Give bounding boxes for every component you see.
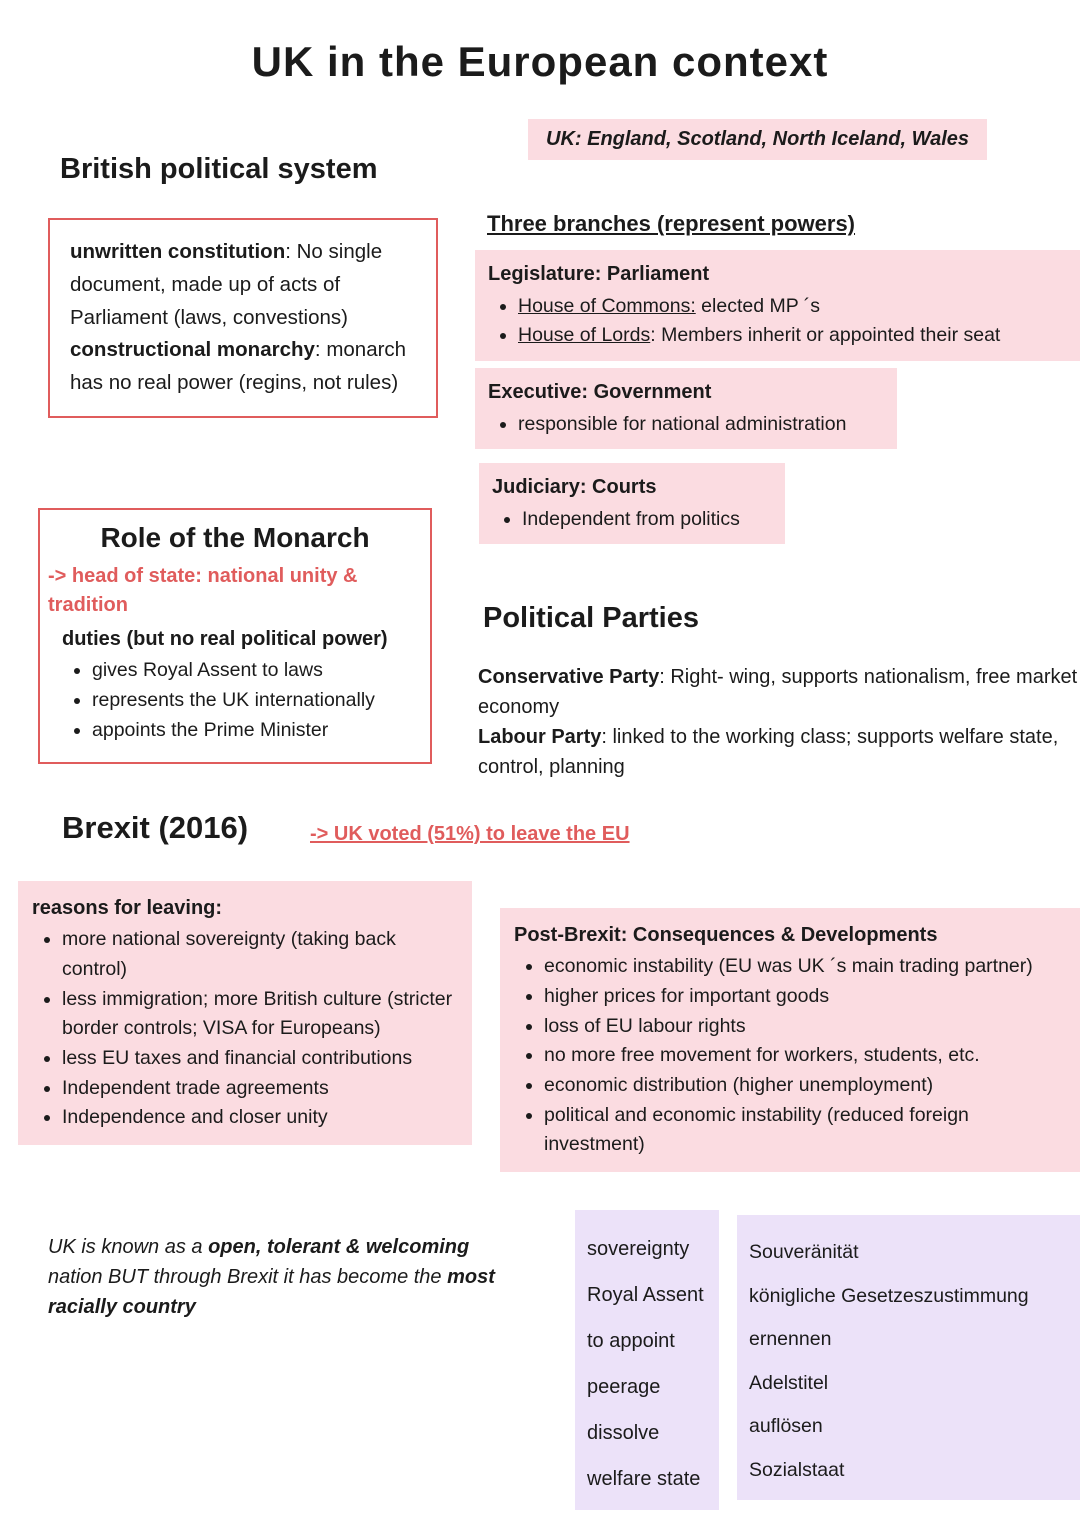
closing-note — [48, 1232, 518, 1322]
monarch-heading: Role of the Monarch — [100, 522, 370, 553]
constitution-point-text: : No single document, made up of acts of Parliament (laws, convestions) — [70, 240, 383, 329]
vocab-term: Royal Assent — [587, 1283, 704, 1306]
uk-countries-banner: UK: England, Scotland, North Iceland, Wales — [528, 119, 987, 160]
vocab-term: sovereignty — [587, 1237, 690, 1260]
parties-description — [478, 662, 1080, 782]
list-item-text: elected MP ´s — [695, 294, 821, 317]
constitution-point-label: unwritten constitution — [70, 240, 286, 263]
list-item-label: House of Commons: — [518, 294, 696, 317]
vocab-term: peerage — [587, 1375, 661, 1398]
vocab-term: dissolve — [587, 1421, 660, 1444]
list-item: • responsible for national administration — [518, 410, 884, 439]
party-description: : Right- wing, supports nationalism, free market economy — [478, 666, 1078, 718]
closing-bold: open, tolerant & welcoming — [208, 1236, 470, 1258]
section-heading-brexit: Brexit (2016) — [62, 810, 249, 845]
list-item: • loss of EU labour rights — [544, 1012, 1066, 1042]
list-item: • no more free movement for workers, students, etc. — [544, 1041, 1066, 1071]
vocab-translation: königliche Gesetzeszustimmung — [749, 1284, 1029, 1307]
post-brexit-box — [500, 908, 1080, 1172]
conservative-party-line — [478, 662, 1080, 722]
closing-bold: most racially country — [48, 1266, 495, 1318]
legislature-title: Legislature: Parliament — [488, 263, 710, 285]
list-item: • less immigration; more British culture (stricter border controls; VISA for Europeans) — [62, 985, 458, 1044]
list-item-label: House of Lords — [518, 324, 651, 347]
judiciary-list — [492, 505, 772, 534]
constitution-point-text: : monarch has no real power (regins, not rules) — [70, 338, 407, 395]
monarch-duties-list — [48, 655, 422, 746]
monarch-duties-heading: duties (but no real political power) — [62, 628, 388, 650]
vocab-translation: ernennen — [749, 1328, 832, 1351]
legislature-list — [488, 292, 1067, 351]
closing-text: nation BUT through Brexit it has become the — [48, 1266, 448, 1288]
monarch-note: -> head of state: national unity & tradition — [48, 565, 358, 616]
list-item: • Independence and closer unity — [62, 1103, 458, 1133]
list-item: • gives Royal Assent to laws — [92, 655, 422, 685]
party-name: Conservative Party — [478, 666, 660, 688]
list-item: • Independent from politics — [522, 505, 772, 534]
vocab-translation: Adelstitel — [749, 1371, 829, 1394]
section-heading-british-political-system: British political system — [60, 153, 378, 185]
vocab-term: welfare state — [587, 1467, 701, 1490]
list-item: • more national sovereignty (taking back control) — [62, 925, 458, 984]
judiciary-box — [479, 463, 785, 544]
closing-text: UK is known as a — [48, 1236, 209, 1258]
vocab-term: to appoint — [587, 1329, 675, 1352]
reasons-list — [32, 925, 458, 1132]
party-name: Labour Party — [478, 726, 602, 748]
vocabulary-english-box — [575, 1210, 719, 1510]
party-description: : linked to the working class; supports welfare state, control, planning — [478, 726, 1059, 778]
list-item: • political and economic instability (reduced foreign investment) — [544, 1101, 1066, 1160]
brexit-reasons-box — [18, 881, 472, 1145]
list-item: • represents the UK internationally — [92, 685, 422, 715]
executive-box — [475, 368, 897, 449]
executive-title: Executive: Government — [488, 381, 712, 403]
list-item-text: : Members inherit or appointed their seat — [650, 324, 1001, 347]
section-heading-political-parties: Political Parties — [483, 602, 699, 634]
executive-list — [488, 410, 884, 439]
vocabulary-german-box — [737, 1215, 1080, 1500]
post-brexit-heading: Post-Brexit: Consequences & Developments — [514, 924, 938, 946]
vocab-translation: Sozialstaat — [749, 1458, 845, 1481]
list-item: • appoints the Prime Minister — [92, 715, 422, 745]
constitution-box — [48, 218, 438, 418]
reasons-heading: reasons for leaving: — [32, 897, 223, 919]
page-title: UK in the European context — [251, 38, 829, 85]
post-brexit-list — [514, 952, 1066, 1159]
legislature-box — [475, 250, 1080, 361]
judiciary-title: Judiciary: Courts — [492, 476, 657, 498]
list-item: • less EU taxes and financial contributions — [62, 1044, 458, 1074]
list-item — [518, 292, 1067, 321]
brexit-vote-note: -> UK voted (51%) to leave the EU — [310, 823, 630, 845]
constitution-point-monarchy — [70, 334, 416, 400]
list-item: • economic instability (EU was UK ´s main trading partner) — [544, 952, 1066, 982]
vocab-translation: auflösen — [749, 1415, 823, 1438]
constitution-point-unwritten — [70, 236, 416, 334]
vocab-translation: Souveränität — [749, 1241, 859, 1264]
list-item — [518, 321, 1067, 350]
monarch-role-box — [38, 508, 432, 764]
list-item: • economic distribution (higher unemployment) — [544, 1071, 1066, 1101]
list-item: • Independent trade agreements — [62, 1074, 458, 1104]
labour-party-line — [478, 722, 1080, 782]
list-item: • higher prices for important goods — [544, 982, 1066, 1012]
section-heading-three-branches: Three branches (represent powers) — [487, 211, 856, 236]
constitution-point-label: constructional monarchy — [70, 338, 315, 362]
